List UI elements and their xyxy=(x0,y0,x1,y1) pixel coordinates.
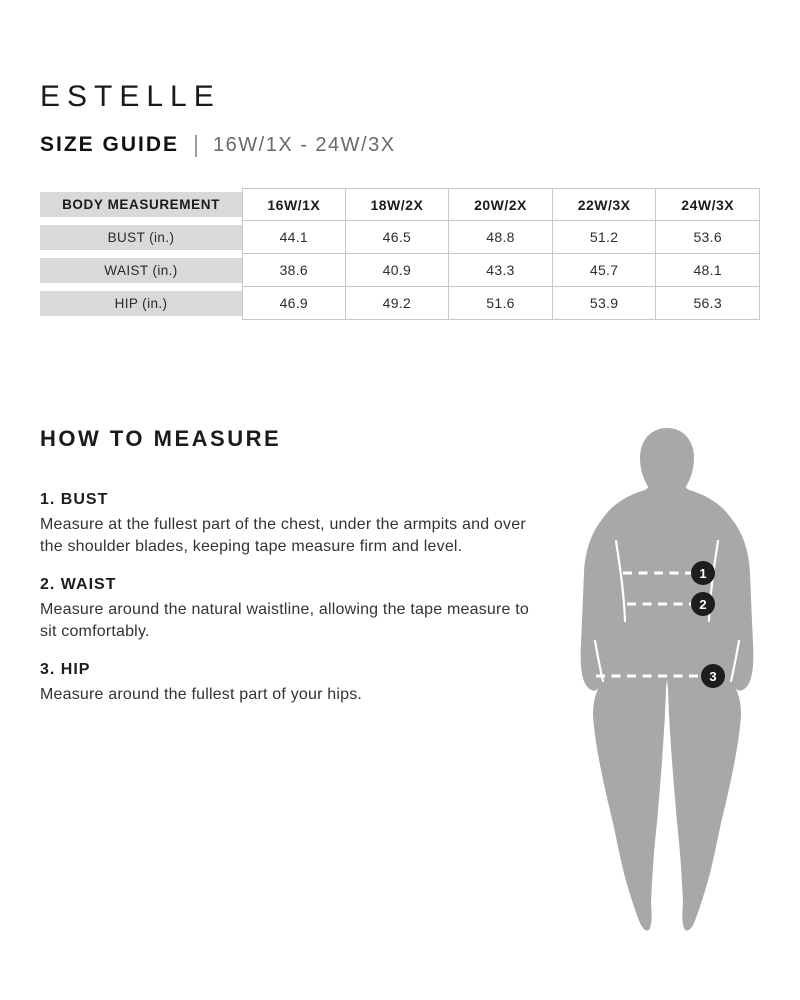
how-to-measure-title: HOW TO MEASURE xyxy=(40,426,282,451)
table-cell: 48.8 xyxy=(449,221,553,254)
brand-logo: ESTELLE xyxy=(40,80,221,113)
how-to-measure-section xyxy=(40,426,545,724)
size-guide-title: SIZE GUIDE xyxy=(40,133,180,156)
table-header-size: 22W/3X xyxy=(553,188,657,221)
table-cell: 49.2 xyxy=(346,287,450,320)
vertical-bar-separator: | xyxy=(193,131,200,157)
row-label-hip: HIP (in.) xyxy=(40,287,242,320)
size-range-text: 16W/1X - 24W/3X xyxy=(213,134,396,156)
silhouette-body xyxy=(581,465,754,930)
step-description-waist: Measure around the natural waistline, allowing the tape measure to sit comfortably. xyxy=(40,601,530,640)
table-header-body-measurement: BODY MEASUREMENT xyxy=(40,188,242,221)
table-cell: 56.3 xyxy=(656,287,760,320)
table-cell: 53.6 xyxy=(656,221,760,254)
bust-marker-badge: 1 xyxy=(691,561,715,585)
table-cell: 48.1 xyxy=(656,254,760,287)
table-header-size: 16W/1X xyxy=(242,188,346,221)
table-cell: 45.7 xyxy=(553,254,657,287)
measurement-figure xyxy=(578,425,768,935)
table-header-size: 18W/2X xyxy=(346,188,450,221)
table-cell: 53.9 xyxy=(553,287,657,320)
size-guide-subheader xyxy=(40,130,396,157)
size-measurement-table xyxy=(40,188,760,320)
waist-marker-badge: 2 xyxy=(691,592,715,616)
table-header-size: 20W/2X xyxy=(449,188,553,221)
table-cell: 51.6 xyxy=(449,287,553,320)
table-cell: 38.6 xyxy=(242,254,346,287)
table-cell: 43.3 xyxy=(449,254,553,287)
step-heading-bust: 1. BUST xyxy=(40,491,109,508)
step-description-bust: Measure at the fullest part of the chest, under the armpits and over the shoulder blades, keeping tape measure firm and level. xyxy=(40,516,526,555)
body-silhouette-graphic xyxy=(578,425,768,935)
step-description-hip: Measure around the fullest part of your hips. xyxy=(40,686,363,703)
step-heading-waist: 2. WAIST xyxy=(40,576,117,593)
table-header-size: 24W/3X xyxy=(656,188,760,221)
table-cell: 46.9 xyxy=(242,287,346,320)
hip-marker-badge: 3 xyxy=(701,664,725,688)
table-cell: 44.1 xyxy=(242,221,346,254)
table-cell: 46.5 xyxy=(346,221,450,254)
table-cell: 51.2 xyxy=(553,221,657,254)
step-heading-hip: 3. HIP xyxy=(40,661,91,678)
row-label-bust: BUST (in.) xyxy=(40,221,242,254)
table-cell: 40.9 xyxy=(346,254,450,287)
row-label-waist: WAIST (in.) xyxy=(40,254,242,287)
